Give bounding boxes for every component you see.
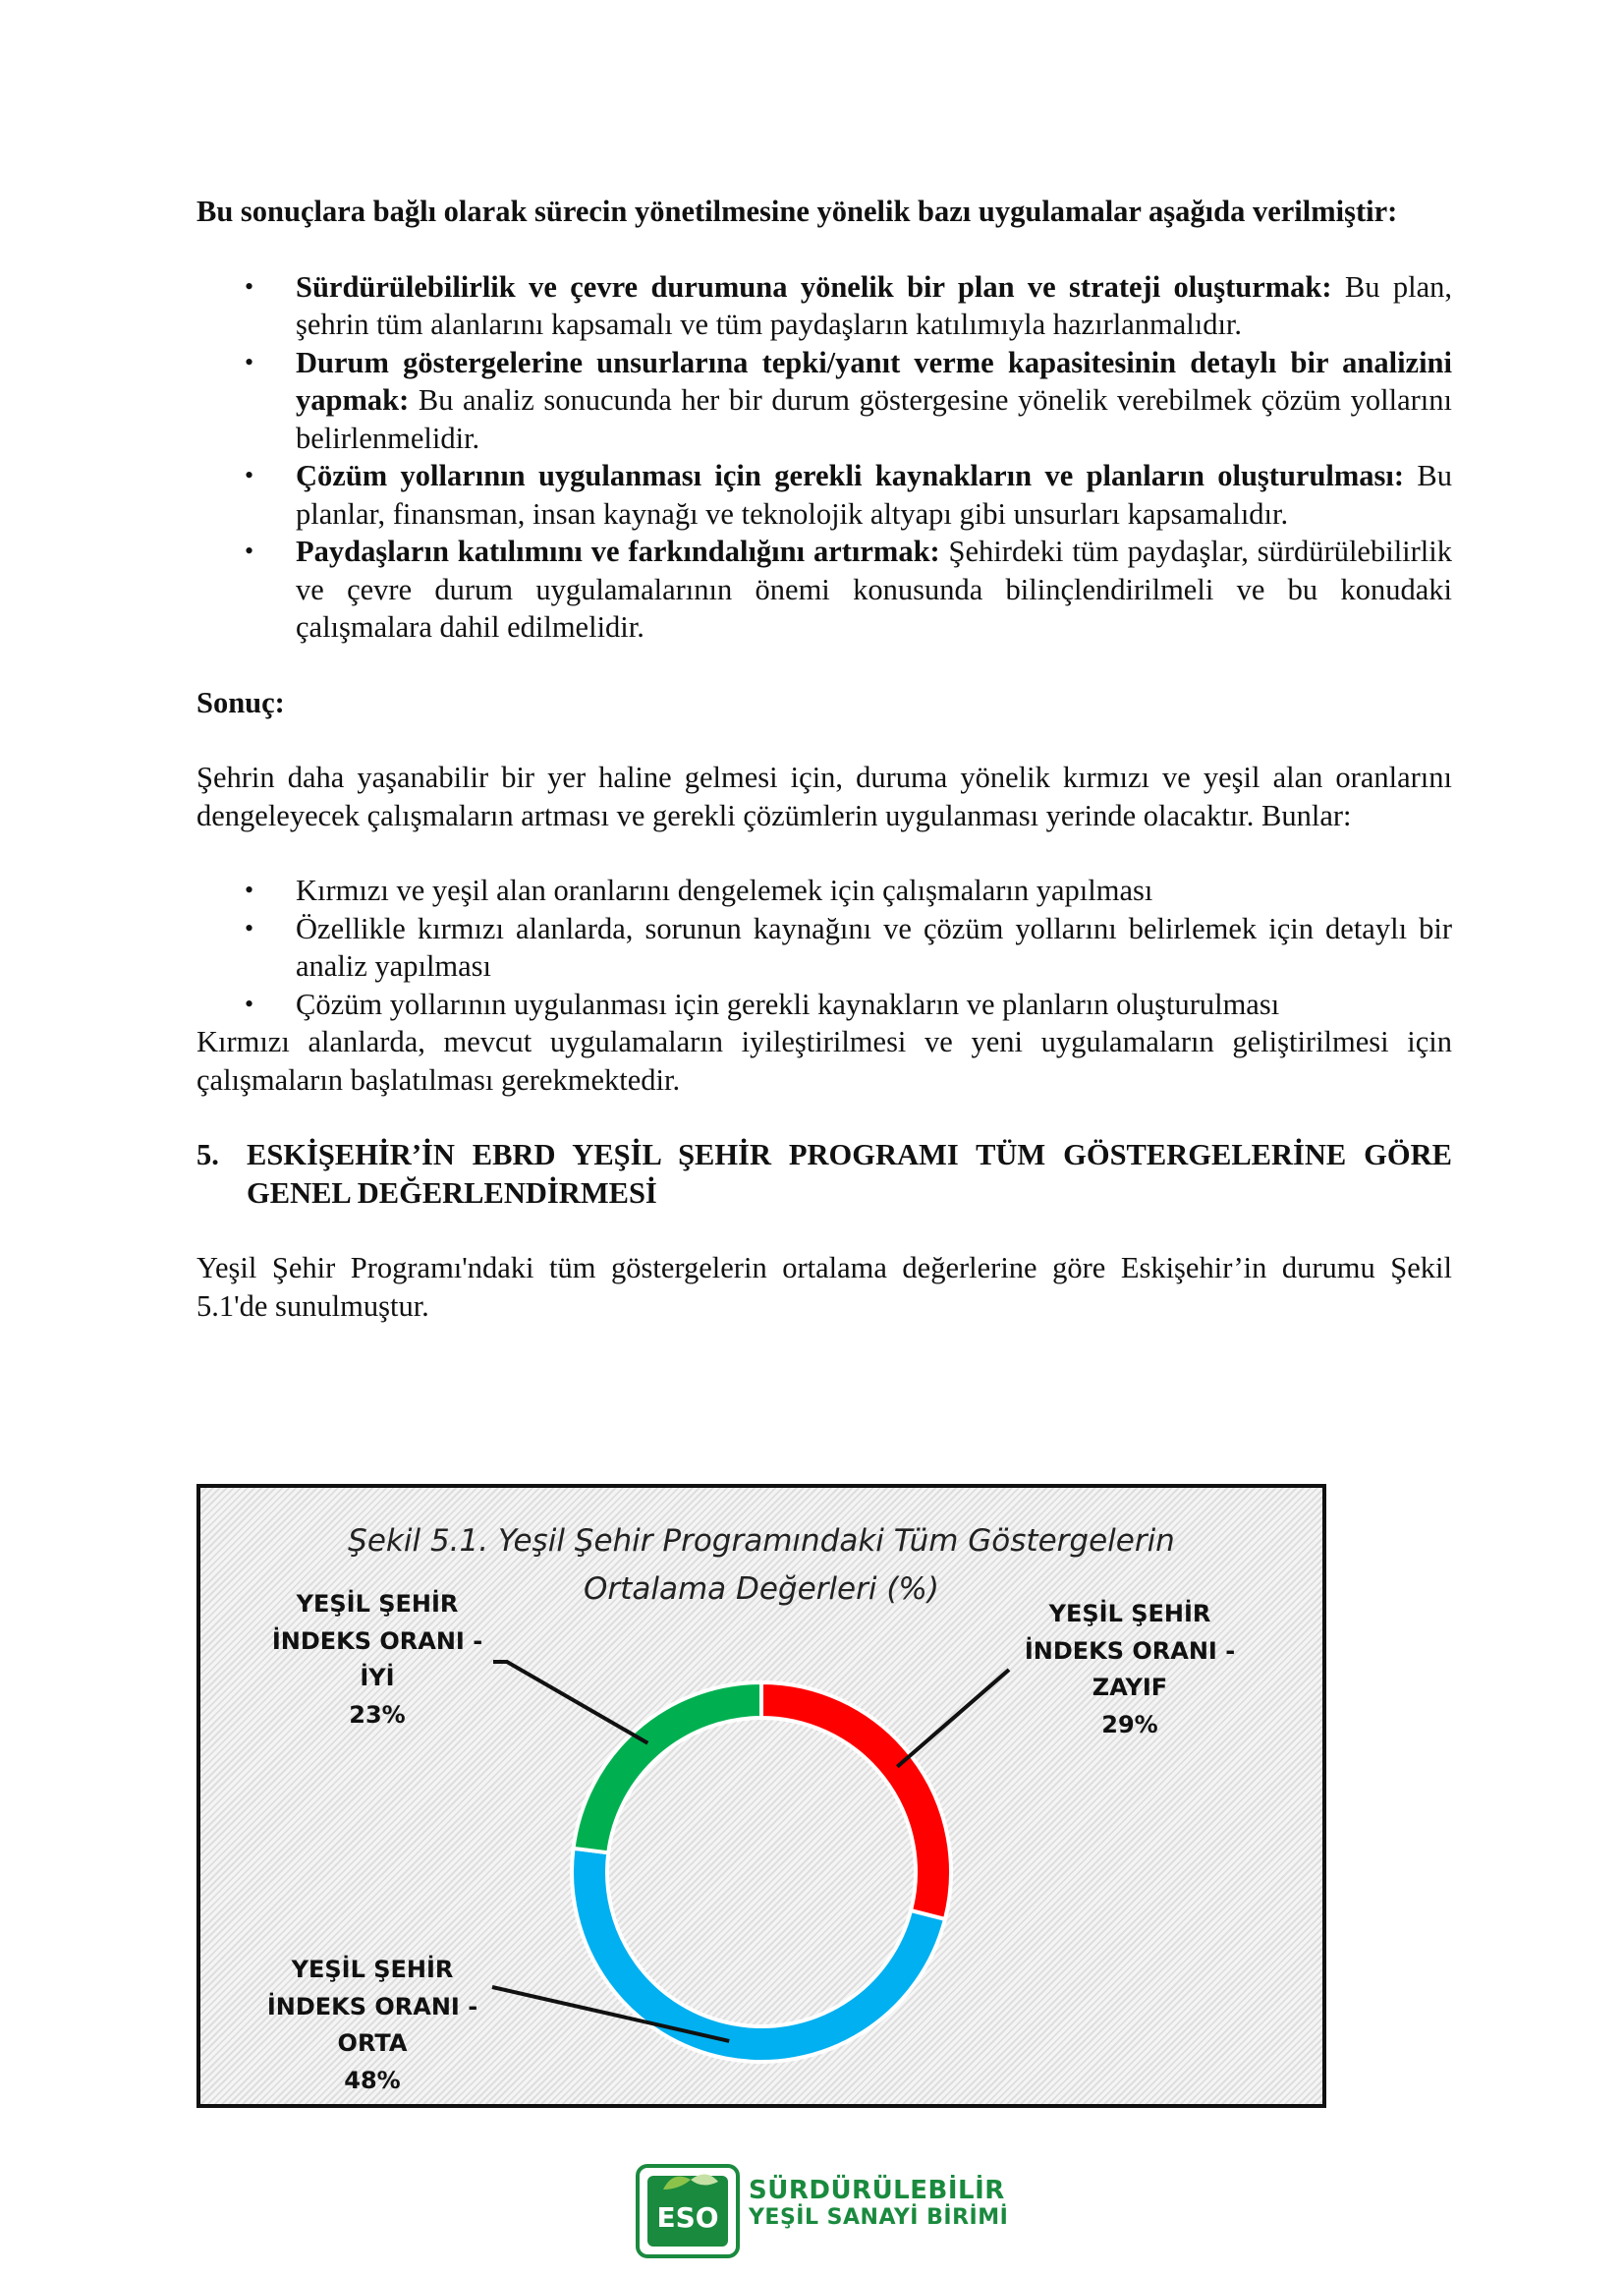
- action-item-text: Bu plan, şehrin tüm alanlarını kapsamalı ve tüm paydaşların katılımıyla hazırlanmalıdır.: [296, 269, 1452, 341]
- conclusion-item-1: • Kırmızı ve yeşil alan oranlarını dengelemek için çalışmaların yapılması: [196, 872, 1452, 910]
- label-line: İNDEKS ORANI -: [1024, 1636, 1236, 1665]
- action-item-text: Bu analiz sonucunda her bir durum göstergesine yönelik verebilmek çözüm yollarını belirlenmelidir.: [296, 383, 1452, 455]
- action-item-2: [196, 344, 1452, 458]
- eso-logo: [634, 2160, 742, 2260]
- chart-title-line-2: Ortalama Değerleri (%): [584, 1571, 939, 1607]
- label-line: YEŞİL ŞEHİR: [1048, 1600, 1211, 1627]
- label-line: İNDEKS ORANI -: [266, 1992, 478, 2020]
- section-number: 5.: [196, 1138, 219, 1171]
- intro-paragraph: Bu sonuçlara bağlı olarak sürecin yönetilmesine yönelik bazı uygulamalar aşağıda verilmiştir:: [196, 195, 1398, 228]
- label-line: İNDEKS ORANI -: [271, 1626, 483, 1655]
- label-value: 23%: [349, 1700, 406, 1729]
- label-line: İYİ: [360, 1664, 395, 1691]
- label-line: YEŞİL ŞEHİR: [296, 1590, 459, 1618]
- action-item-text: Şehirdeki tüm paydaşlar, sürdürülebilirlik ve çevre durum uygulamalarının önemi konusunda bilinçlendirilmeli ve bu konudaki çalışmalara dahil edilmelidir.: [296, 535, 1452, 644]
- action-item-title: Paydaşların katılımını ve farkındalığını artırmak:: [296, 535, 940, 568]
- action-item-title: Durum göstergelerine unsurlarına tepki/yanıt verme kapasitesinin detaylı bir analizini yapmak:: [296, 345, 1452, 417]
- closing-paragraph: Kırmızı alanlarda, mevcut uygulamaların iyileştirilmesi ve yeni uygulamaların geliştirilmesi için çalışmaların başlatılması gerekmektedir.: [196, 1025, 1452, 1097]
- footer-line-2: YEŞİL SANAYİ BİRİMİ: [749, 2205, 1009, 2230]
- donut-slice-zayif: [761, 1682, 951, 1919]
- label-value: 48%: [344, 2066, 401, 2094]
- conclusion-paragraph: Şehrin daha yaşanabilir bir yer haline gelmesi için, duruma yönelik kırmızı ve yeşil alan oranlarını dengeleyecek çalışmaların artması ve gerekli çözümlerin uygulanması yerinde olacaktır. Bunlar:: [196, 761, 1452, 832]
- donut-slice-iyi: [574, 1682, 761, 1852]
- donut-slice-orta: [572, 1849, 945, 2062]
- action-list: [196, 268, 1452, 647]
- conclusion-heading: Sonuç:: [196, 685, 285, 719]
- section-title: ESKİŞEHİR’İN EBRD YEŞİL ŞEHİR PROGRAMI TÜM GÖSTERGELERİNE GÖRE GENEL DEĞERLENDİRMESİ: [247, 1138, 1452, 1210]
- logo-text: ESO: [656, 2201, 719, 2234]
- data-label-zayif: [1022, 1596, 1238, 1743]
- footer-text: [749, 2176, 1008, 2231]
- section-paragraph: Yeşil Şehir Programı'ndaki tüm göstergelerin ortalama değerlerine göre Eskişehir’in durumu Şekil 5.1'de sunulmuştur.: [196, 1251, 1452, 1323]
- section-heading: [196, 1136, 1452, 1212]
- action-item-1: [196, 268, 1452, 344]
- conclusion-item-3: • Çözüm yollarının uygulanması için gerekli kaynakların ve planların oluşturulması: [196, 986, 1452, 1024]
- footer-line-1: SÜRDÜRÜLEBİLİR: [749, 2176, 1005, 2205]
- conclusion-item-2: • Özellikle kırmızı alanlarda, sorunun kaynağını ve çözüm yollarını belirlemek için detaylı bir analiz yapılması: [196, 910, 1452, 986]
- conclusion-list: [196, 872, 1452, 1023]
- data-label-iyi: [269, 1586, 485, 1734]
- action-item-text: Bu planlar, finansman, insan kaynağı ve teknolojik altyapı gibi unsurları kapsamalıdır.: [296, 459, 1452, 531]
- label-line: ORTA: [337, 2029, 408, 2057]
- page-content: [196, 193, 1452, 1325]
- label-line: YEŞİL ŞEHİR: [291, 1956, 454, 1983]
- action-item-3: [196, 457, 1452, 533]
- label-value: 29%: [1101, 1710, 1158, 1738]
- action-item-title: Çözüm yollarının uygulanması için gerekli kaynakların ve planların oluşturulması:: [296, 459, 1405, 492]
- data-label-orta: [264, 1952, 480, 2099]
- leader-line-zayif: [897, 1670, 1009, 1767]
- action-item-4: [196, 533, 1452, 647]
- label-line: ZAYIF: [1092, 1674, 1168, 1701]
- figure-5-1: [196, 1484, 1326, 2108]
- leader-line-iyi: [493, 1662, 647, 1743]
- chart-title-line-1: Şekil 5.1. Yeşil Şehir Programındaki Tüm Göstergelerin: [348, 1523, 1175, 1559]
- action-item-title: Sürdürülebilirlik ve çevre durumuna yönelik bir plan ve strateji oluşturmak:: [296, 269, 1332, 304]
